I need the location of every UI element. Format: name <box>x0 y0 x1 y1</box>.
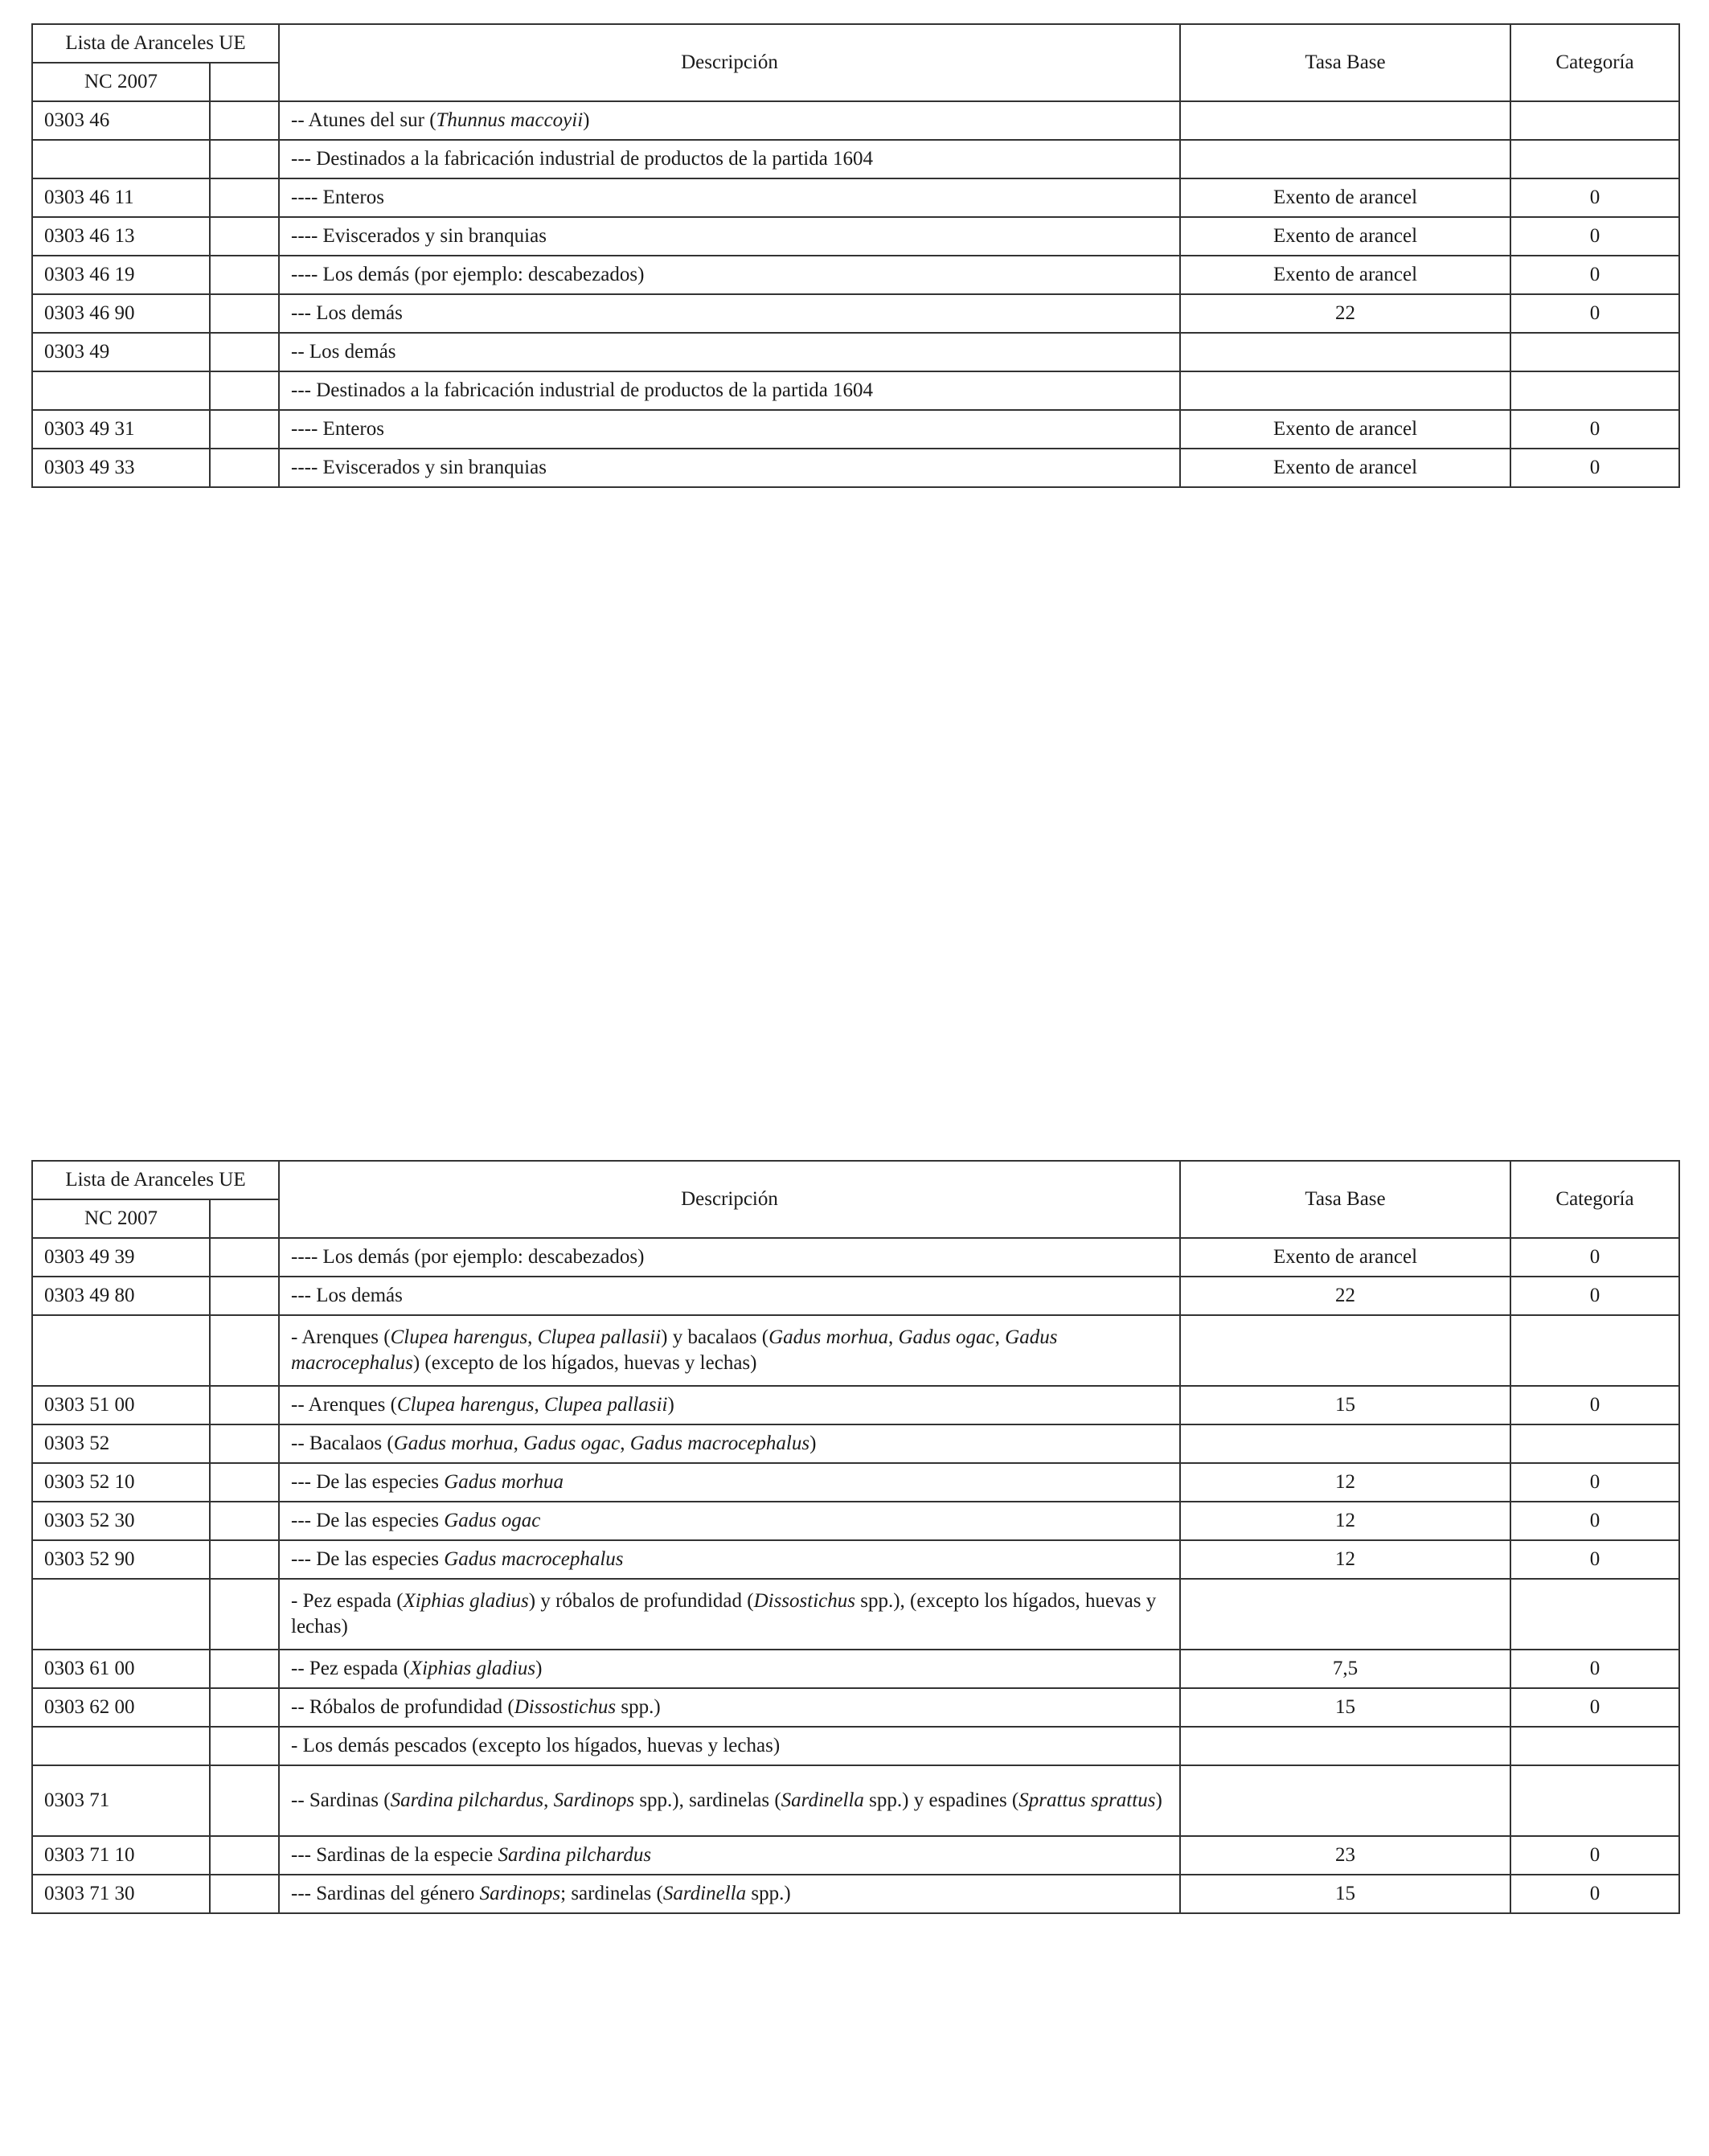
table-row <box>32 1502 1679 1540</box>
code-cell <box>32 371 210 410</box>
description-cell: -- Róbalos de profundidad (Dissostichus spp.) <box>279 1688 1180 1727</box>
tasa-base-cell: 22 <box>1180 294 1510 333</box>
table-row <box>32 1875 1679 1913</box>
header-descripcion: Descripción <box>279 1161 1180 1238</box>
blank-cell <box>210 294 279 333</box>
table-row <box>32 1540 1679 1579</box>
description-cell: ---- Enteros <box>279 410 1180 449</box>
description-cell: --- Sardinas de la especie Sardina pilchardus <box>279 1836 1180 1875</box>
code-cell: 0303 52 30 <box>32 1502 210 1540</box>
table-row <box>32 1424 1679 1463</box>
categoria-cell: 0 <box>1510 217 1679 256</box>
table-row <box>32 294 1679 333</box>
blank-cell <box>210 1502 279 1540</box>
header-tasa-base: Tasa Base <box>1180 1161 1510 1238</box>
categoria-cell <box>1510 333 1679 371</box>
blank-cell <box>210 1463 279 1502</box>
tasa-base-cell: 12 <box>1180 1463 1510 1502</box>
code-cell: 0303 52 <box>32 1424 210 1463</box>
header-blank-cell <box>210 1199 279 1238</box>
description-cell: -- Arenques (Clupea harengus, Clupea pallasii) <box>279 1386 1180 1424</box>
categoria-cell: 0 <box>1510 1836 1679 1875</box>
header-lista-aranceles: Lista de Aranceles UE <box>32 1161 279 1199</box>
header-categoria: Categoría <box>1510 1161 1679 1238</box>
tasa-base-cell: Exento de arancel <box>1180 256 1510 294</box>
description-cell: -- Atunes del sur (Thunnus maccoyii) <box>279 101 1180 140</box>
tasa-base-cell: Exento de arancel <box>1180 1238 1510 1277</box>
categoria-cell: 0 <box>1510 1650 1679 1688</box>
categoria-cell: 0 <box>1510 256 1679 294</box>
tasa-base-cell: 15 <box>1180 1688 1510 1727</box>
tasa-base-cell <box>1180 1424 1510 1463</box>
blank-cell <box>210 101 279 140</box>
tasa-base-cell <box>1180 1765 1510 1836</box>
tasa-base-cell: 15 <box>1180 1386 1510 1424</box>
table-row <box>32 1579 1679 1650</box>
blank-cell <box>210 1386 279 1424</box>
header-lista-aranceles: Lista de Aranceles UE <box>32 24 279 63</box>
table-row <box>32 178 1679 217</box>
code-cell <box>32 140 210 178</box>
description-cell: - Arenques (Clupea harengus, Clupea pallasii) y bacalaos (Gadus morhua, Gadus ogac, Gadus macrocephalus) (excepto de los hígados, huevas y lechas) <box>279 1315 1180 1386</box>
code-cell: 0303 49 39 <box>32 1238 210 1277</box>
code-cell: 0303 46 11 <box>32 178 210 217</box>
tasa-base-cell <box>1180 1579 1510 1650</box>
categoria-cell <box>1510 371 1679 410</box>
tasa-base-cell <box>1180 140 1510 178</box>
table-row <box>32 101 1679 140</box>
blank-cell <box>210 178 279 217</box>
categoria-cell: 0 <box>1510 1875 1679 1913</box>
blank-cell <box>210 1836 279 1875</box>
header-nc-2007: NC 2007 <box>32 1199 210 1238</box>
description-cell: -- Sardinas (Sardina pilchardus, Sardinops spp.), sardinelas (Sardinella spp.) y espadines (Sprattus sprattus) <box>279 1765 1180 1836</box>
description-cell: -- Bacalaos (Gadus morhua, Gadus ogac, Gadus macrocephalus) <box>279 1424 1180 1463</box>
tasa-base-cell: Exento de arancel <box>1180 217 1510 256</box>
code-cell: 0303 46 13 <box>32 217 210 256</box>
description-cell: ---- Los demás (por ejemplo: descabezados) <box>279 1238 1180 1277</box>
header-descripcion: Descripción <box>279 24 1180 101</box>
tasa-base-cell <box>1180 333 1510 371</box>
categoria-cell: 0 <box>1510 1386 1679 1424</box>
table-row <box>32 1386 1679 1424</box>
tasa-base-cell: Exento de arancel <box>1180 449 1510 487</box>
blank-cell <box>210 1765 279 1836</box>
tasa-base-cell <box>1180 1727 1510 1765</box>
categoria-cell: 0 <box>1510 1540 1679 1579</box>
table-row <box>32 1727 1679 1765</box>
table-row <box>32 449 1679 487</box>
tasa-base-cell: 23 <box>1180 1836 1510 1875</box>
description-cell: ---- Los demás (por ejemplo: descabezados) <box>279 256 1180 294</box>
code-cell: 0303 71 30 <box>32 1875 210 1913</box>
categoria-cell <box>1510 140 1679 178</box>
code-cell: 0303 49 <box>32 333 210 371</box>
code-cell <box>32 1579 210 1650</box>
categoria-cell: 0 <box>1510 178 1679 217</box>
blank-cell <box>210 1875 279 1913</box>
code-cell: 0303 46 90 <box>32 294 210 333</box>
categoria-cell: 0 <box>1510 1502 1679 1540</box>
header-categoria: Categoría <box>1510 24 1679 101</box>
tasa-base-cell: Exento de arancel <box>1180 410 1510 449</box>
description-cell: --- De las especies Gadus macrocephalus <box>279 1540 1180 1579</box>
tasa-base-cell: 12 <box>1180 1502 1510 1540</box>
code-cell: 0303 46 <box>32 101 210 140</box>
blank-cell <box>210 140 279 178</box>
blank-cell <box>210 333 279 371</box>
tariff-table-1 <box>31 23 1680 488</box>
table-row <box>32 333 1679 371</box>
categoria-cell: 0 <box>1510 294 1679 333</box>
blank-cell <box>210 371 279 410</box>
blank-cell <box>210 1277 279 1315</box>
tasa-base-cell: 7,5 <box>1180 1650 1510 1688</box>
blank-cell <box>210 1650 279 1688</box>
table-row <box>32 1650 1679 1688</box>
description-cell: --- Sardinas del género Sardinops; sardinelas (Sardinella spp.) <box>279 1875 1180 1913</box>
description-cell: - Los demás pescados (excepto los hígados, huevas y lechas) <box>279 1727 1180 1765</box>
code-cell: 0303 52 90 <box>32 1540 210 1579</box>
categoria-cell: 0 <box>1510 1463 1679 1502</box>
blank-cell <box>210 217 279 256</box>
categoria-cell <box>1510 1579 1679 1650</box>
description-cell: ---- Enteros <box>279 178 1180 217</box>
code-cell: 0303 52 10 <box>32 1463 210 1502</box>
blank-cell <box>210 1238 279 1277</box>
description-cell: --- De las especies Gadus morhua <box>279 1463 1180 1502</box>
blank-cell <box>210 449 279 487</box>
blank-cell <box>210 256 279 294</box>
table-row <box>32 1277 1679 1315</box>
table-row <box>32 256 1679 294</box>
code-cell: 0303 49 31 <box>32 410 210 449</box>
table-row <box>32 1315 1679 1386</box>
categoria-cell: 0 <box>1510 410 1679 449</box>
categoria-cell <box>1510 101 1679 140</box>
categoria-cell <box>1510 1424 1679 1463</box>
blank-cell <box>210 1315 279 1386</box>
header-tasa-base: Tasa Base <box>1180 24 1510 101</box>
code-cell: 0303 46 19 <box>32 256 210 294</box>
blank-cell <box>210 1579 279 1650</box>
blank-cell <box>210 1424 279 1463</box>
tasa-base-cell: 12 <box>1180 1540 1510 1579</box>
table-row <box>32 140 1679 178</box>
tasa-base-cell: Exento de arancel <box>1180 178 1510 217</box>
table-row <box>32 1688 1679 1727</box>
tasa-base-cell <box>1180 1315 1510 1386</box>
table-row <box>32 1765 1679 1836</box>
header-blank-cell <box>210 63 279 101</box>
header-nc-2007: NC 2007 <box>32 63 210 101</box>
description-cell: ---- Eviscerados y sin branquias <box>279 217 1180 256</box>
code-cell: 0303 49 33 <box>32 449 210 487</box>
categoria-cell: 0 <box>1510 1277 1679 1315</box>
tasa-base-cell: 15 <box>1180 1875 1510 1913</box>
categoria-cell <box>1510 1315 1679 1386</box>
categoria-cell: 0 <box>1510 1688 1679 1727</box>
table-row <box>32 1463 1679 1502</box>
table-row <box>32 1238 1679 1277</box>
table-row <box>32 410 1679 449</box>
description-cell: --- Los demás <box>279 294 1180 333</box>
code-cell <box>32 1727 210 1765</box>
description-cell: --- Los demás <box>279 1277 1180 1315</box>
code-cell: 0303 62 00 <box>32 1688 210 1727</box>
blank-cell <box>210 1727 279 1765</box>
description-cell: ---- Eviscerados y sin branquias <box>279 449 1180 487</box>
tariff-table-2 <box>31 1160 1680 1914</box>
tasa-base-cell: 22 <box>1180 1277 1510 1315</box>
code-cell: 0303 51 00 <box>32 1386 210 1424</box>
code-cell <box>32 1315 210 1386</box>
description-cell: --- De las especies Gadus ogac <box>279 1502 1180 1540</box>
blank-cell <box>210 1688 279 1727</box>
description-cell: -- Los demás <box>279 333 1180 371</box>
tasa-base-cell <box>1180 101 1510 140</box>
code-cell: 0303 49 80 <box>32 1277 210 1315</box>
table-row <box>32 371 1679 410</box>
code-cell: 0303 61 00 <box>32 1650 210 1688</box>
categoria-cell <box>1510 1765 1679 1836</box>
categoria-cell: 0 <box>1510 449 1679 487</box>
table-row <box>32 217 1679 256</box>
description-cell: --- Destinados a la fabricación industrial de productos de la partida 1604 <box>279 371 1180 410</box>
code-cell: 0303 71 <box>32 1765 210 1836</box>
description-cell: --- Destinados a la fabricación industrial de productos de la partida 1604 <box>279 140 1180 178</box>
code-cell: 0303 71 10 <box>32 1836 210 1875</box>
categoria-cell: 0 <box>1510 1238 1679 1277</box>
tasa-base-cell <box>1180 371 1510 410</box>
blank-cell <box>210 1540 279 1579</box>
blank-cell <box>210 410 279 449</box>
categoria-cell <box>1510 1727 1679 1765</box>
description-cell: - Pez espada (Xiphias gladius) y róbalos de profundidad (Dissostichus spp.), (excepto los hígados, huevas y lechas) <box>279 1579 1180 1650</box>
table-row <box>32 1836 1679 1875</box>
description-cell: -- Pez espada (Xiphias gladius) <box>279 1650 1180 1688</box>
